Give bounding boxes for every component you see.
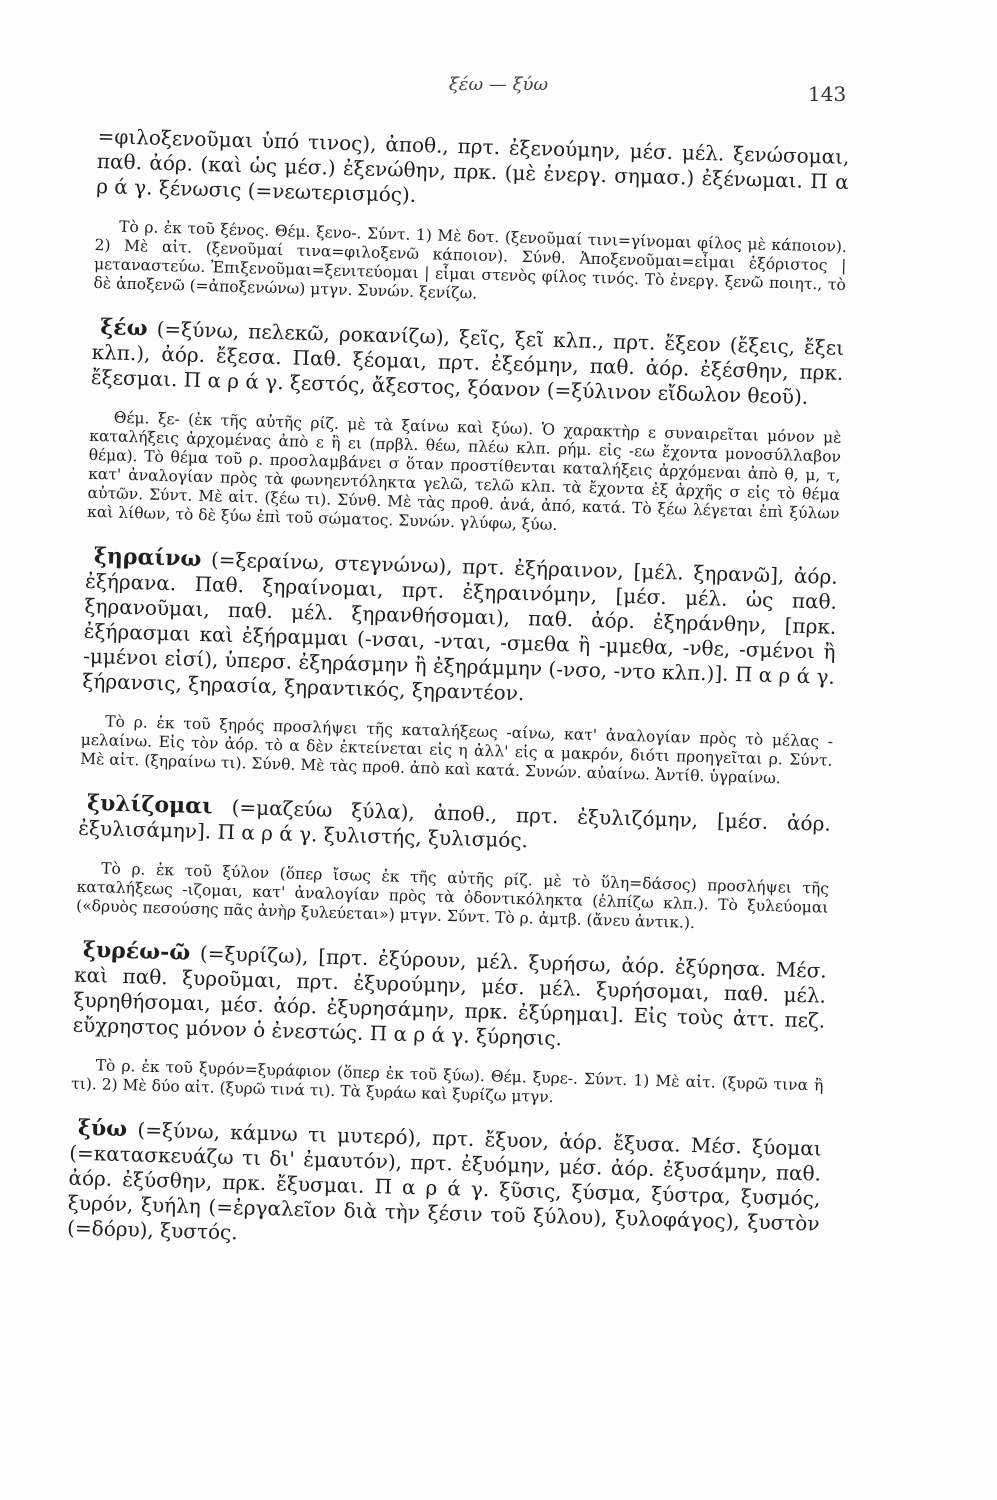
entry-headword: ξύω — [77, 1114, 128, 1143]
dictionary-entry — [72, 938, 826, 1059]
etymology-note — [71, 1056, 824, 1115]
entry-headword: ξέω — [99, 314, 149, 342]
entry-headword: ξυρέω-ῶ — [82, 936, 191, 966]
etymology-note — [80, 712, 833, 790]
note-text: Τὸ ρ. ἐκ τοῦ ξύλον (ὅπερ ἴσως ἐκ τῆς αὐτῆς ρίζ. μὲ τὸ ὕλη=δάσος) προσλήψει τῆς καταλήξεως -ιζομαι, κατ' ἀναλογίαν πρὸς τὰ ὀδοντικόληκτα (ἐλπίζω κλπ.). Τὸ ξυλεύομαι («δρυὸς πεσούσης πᾶς ἀνὴρ ξυλεύεται») μτγν. Σύντ. Τὸ ρ. ἀμτβ. (ἄνευ ἀντικ.). — [75, 859, 830, 932]
note-text: Θέμ. ξε- (ἐκ τῆς αὐτῆς ρίζ. μὲ τὰ ξαίνω καὶ ξύω). Ὁ χαρακτὴρ ε συναιρεῖται μόνον μὲ καταλήξεις ἀρχομένας ἀπὸ ε ἢ ει (πρβλ. θέω, πλέω κλπ. ρήμ. εἰς -εω ἔχοντα μονοσύλλαβον θέμα). Τὸ θέμα τοῦ ρ. προσλαμβάνει σ ὅταν προστίθενται καταλήξεις ἀρχόμεναι ἀπὸ θ, μ, τ, κατ' ἀναλογίαν πρὸς τὰ φωνηεντόληκτα γελῶ, τελῶ κλπ. τὰ ἔχοντα ἐξ ἀρχῆς σ εἰς τὸ θέμα αὐτῶν. Σύντ. Μὲ αἰτ. (ξέω τι). Σύνθ. Μὲ τὰς προθ. ἀνά, ἀπό, κατά. Τὸ ξέω λέγεται ἐπὶ ξύλων καὶ λίθων, τὸ δὲ ξύω ἐπὶ τοῦ σώματος. Συνών. γλύφω, ξύω. — [86, 408, 842, 534]
etymology-note — [93, 217, 847, 314]
dictionary-entry — [78, 791, 831, 862]
dictionary-entry — [82, 544, 838, 715]
dictionary-entry — [67, 1116, 822, 1262]
page-content — [66, 124, 849, 1280]
entry-text: (=ξύνω, κάμνω τι μυτερό), πρτ. ἔξυον, ἀόρ. ἔξυσα. Μέσ. ξύομαι (=κατασκευάζω τι δι' ἐμαυτόν), πρτ. ἐξυόμην, μέσ. ἀόρ. ἐξυσάμην, παθ. ἀόρ. ἐξύσθην, πρκ. ἔξυσμαι. Π α ρ ά γ. ξῦσις, ξύσμα, ξύστρα, ξυσμός, ξυρόν, ξυήλη (=ἐργαλεῖον διὰ τὴν ξέσιν τοῦ ξύλου), ξυλοφάγος), ξυστὸν (=δόρυ), ξυστός. — [66, 1117, 823, 1245]
note-text: Τὸ ρ. ἐκ τοῦ ξυρόν=ξυράφιον (ὅπερ ἐκ τοῦ ξύω). Θέμ. ξυρε-. Σύντ. 1) Μὲ αἰτ. (ξυρῶ τινα ἢ τι). 2) Μὲ δύο αἰτ. (ξυρῶ τινά τι). Τὰ ξυράω καὶ ξυρίζω μτγν. — [70, 1056, 824, 1107]
page-number: 143 — [808, 82, 847, 106]
entry-headword: ξυλίζομαι — [86, 789, 214, 820]
note-text: Τὸ ρ. ἐκ τοῦ ξένος. Θέμ. ξενο-. Σύντ. 1) Μὲ δοτ. (ξενοῦμαί τινι=γίνομαι φίλος μὲ κάποιον). 2) Μὲ αἰτ. (ξενοῦμαί τινα=φιλοξενῶ κάποιον). Σύνθ. Ἀποξενοῦμαι=εἶμαι ἐξόριστος | μεταναστεύω. Ἐπιξενοῦμαι=ξενιτεύομαι | εἶμαι στενὸς φίλος τινός. Τὸ ἐνεργ. ξενῶ ποιητ., τὸ δὲ ἀποξενῶ (=ἀποξενώνω) μτγν. Συνών. ξενίζω. — [93, 217, 848, 303]
entry-text: (=μαζεύω ξύλα), ἀποθ., πρτ. ἐξυλιζόμην, [μέσ. ἀόρ. ἐξυλισάμην]. Π α ρ ά γ. ξυλιστής, ξυλισμός. — [78, 794, 832, 853]
entry-text: (=ξυρίζω), [πρτ. ἐξύρουν, μέλ. ξυρήσω, ἀόρ. ἐξύρησα. Μέσ. καὶ παθ. ξυροῦμαι, πρτ. ἐξυρούμην, μέσ. μέλ. ξυρήσομαι, παθ. μέλ. ξυρηθήσομαι, μέσ. ἀόρ. ἐξυρησάμην, πρκ. ἐξύρημαι]. Εἰς τοὺς ἀττ. πεζ. εὔχρηστος μόνον ὁ ἐνεστώς. Π α ρ ά γ. ξύρησις. — [72, 940, 827, 1051]
etymology-note — [87, 408, 842, 543]
entry-text: (=ξύνω, πελεκῶ, ροκανίζω), ξεῖς, ξεῖ κλπ., πρτ. ἔξεον (ἔξεις, ἔξει κλπ.), ἀόρ. ἔξεσα. Παθ. ξέομαι, πρτ. ἐξεόμην, παθ. ἀόρ. ἐξέσθην, πρκ. ἔξεσμαι. Π α ρ ά γ. ξεστός, ἄξεστος, ξόανον (=ξύλινον εἴδωλον θεοῦ). — [90, 316, 845, 409]
entry-continuation — [96, 124, 850, 220]
running-head: ξέω — ξύω — [448, 74, 549, 95]
etymology-note — [76, 859, 829, 937]
entry-text: (=ξεραίνω, στεγνώνω), πρτ. ἐξήραινον, [μέλ. ξηρανῶ], ἀόρ. ἐξήρανα. Παθ. ξηραίνομαι, πρτ. ἐξηραινόμην, [μέσ. μέλ. ὡς παθ. ξηρανοῦμαι, παθ. μέλ. ξηρανθήσομαι), παθ. ἀόρ. ἐξηράνθην, [πρκ. ἐξήρασμαι καὶ ἐξήραμμαι (-νσαι, -νται, -σμεθα ἢ -μμεθα, -νθε, -σμένοι ἢ -μμένοι εἰσί), ὑπερσ. ἐξηράσμην ἢ ἐξηράμμην (-νσο, -ντο κλπ.)]. Π α ρ ά γ. ξήρανσις, ξηρασία, ξηραντικός, ξηραντέον. — [82, 547, 838, 706]
dictionary-entry — [91, 315, 845, 411]
note-text: Τὸ ρ. ἐκ τοῦ ξηρός προσλήψει τῆς καταλήξεως -αίνω, κατ' ἀναλογίαν πρὸς τὸ μέλας - μελαίνω. Εἰς τὸν ἀόρ. τὸ α δὲν ἐκτείνεται εἰς η ἀλλ' εἰς α μακρόν, διότι προηγεῖται ρ. Σύντ. Μὲ αἰτ. (ξηραίνω τι). Σύνθ. Μὲ τὰς προθ. ἀπὸ καὶ κατά. Συνών. αὐαίνω. Ἀντίθ. ὑγραίνω. — [80, 712, 834, 788]
entry-text: =φιλοξενοῦμαι ὑπό τινος), ἀποθ., πρτ. ἐξενούμην, μέσ. μέλ. ξενώσομαι, παθ. ἀόρ. (καὶ ὡς μέσ.) ἐξενώθην, πρκ. (μὲ ἐνεργ. σημασ.) ἐξένωμαι. Π α ρ ά γ. ξένωσις (=νεωτερισμός). — [95, 124, 850, 207]
entry-headword: ξηραίνω — [93, 543, 202, 573]
